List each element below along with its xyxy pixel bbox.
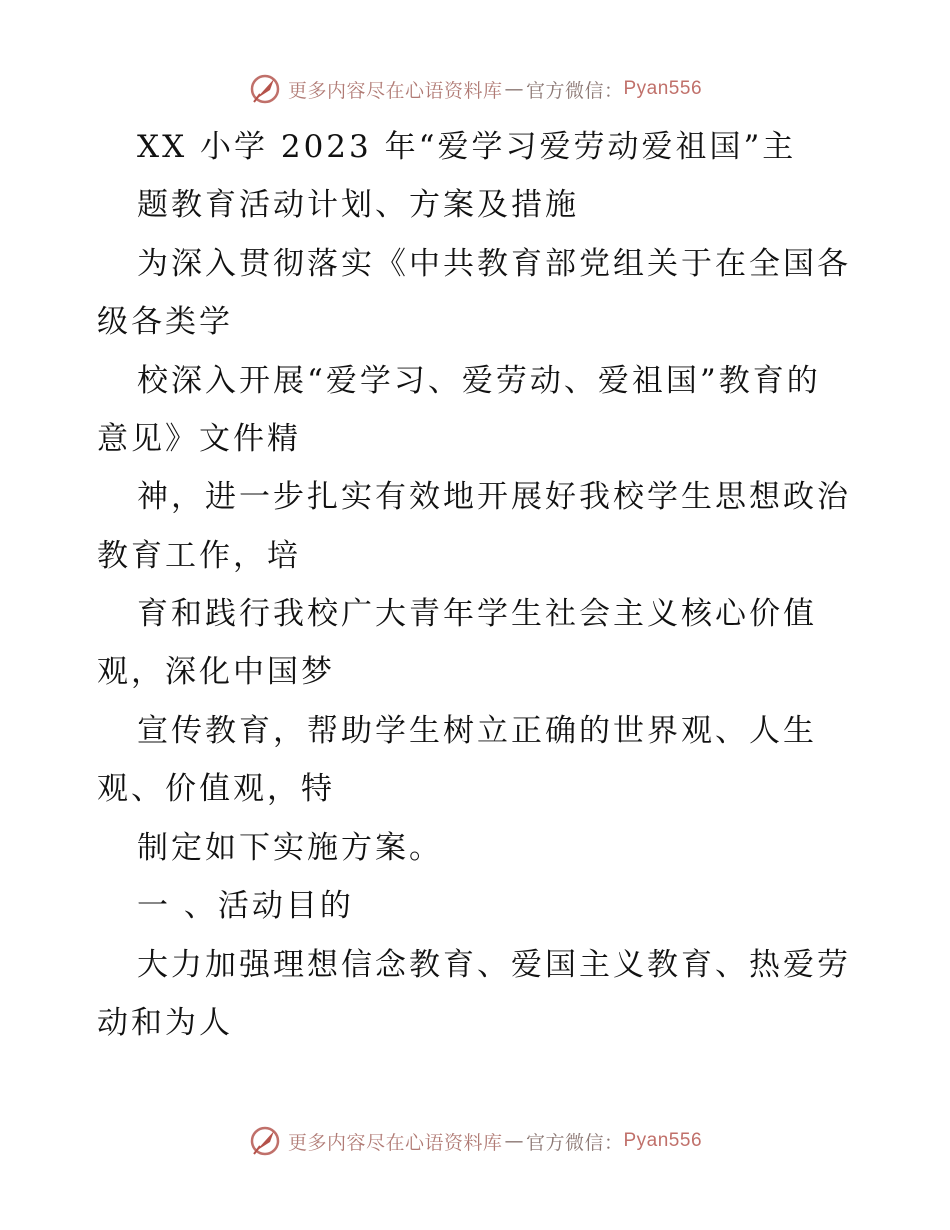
watermark-wechat-id: Pyan556 — [623, 78, 703, 99]
footer-watermark — [0, 1124, 950, 1158]
paragraph-line: 意见》文件精 — [97, 421, 301, 457]
paragraph-line: 校深入开展“爱学习、爱劳动、爱祖国”教育的 — [137, 363, 821, 399]
paragraph-line: 大力加强理想信念教育、爱国主义教育、热爱劳 — [137, 947, 851, 983]
watermark-brand: 更多内容尽在心语资料库 — [287, 1131, 503, 1154]
paragraph-line: 级各类学 — [97, 304, 233, 340]
watermark-label: 官方微信： — [525, 1131, 624, 1154]
watermark-separator: — — [504, 1130, 524, 1152]
header-watermark — [0, 72, 950, 106]
paragraph-line: 观、价值观，特 — [97, 771, 335, 807]
paragraph-line: 育和践行我校广大青年学生社会主义核心价值 — [137, 596, 817, 632]
watermark-label: 官方微信： — [525, 79, 624, 102]
feather-pen-circle-icon — [248, 72, 282, 106]
document-title-line-2: 题教育活动计划、方案及措施 — [137, 187, 579, 223]
watermark-separator: — — [504, 78, 524, 100]
paragraph-line: 动和为人 — [97, 1005, 233, 1041]
paragraph-line: 观，深化中国梦 — [97, 654, 335, 690]
paragraph-line: 为深入贯彻落实《中共教育部党组关于在全国各 — [137, 246, 851, 282]
document-title-line-1: XX 小学 2023 年“爱学习爱劳动爱祖国”主 — [137, 129, 797, 165]
paragraph-line: 教育工作，培 — [97, 538, 301, 574]
paragraph-line: 制定如下实施方案。 — [137, 830, 443, 866]
paragraph-line: 宣传教育，帮助学生树立正确的世界观、人生 — [137, 713, 817, 749]
watermark-wechat-id: Pyan556 — [623, 1130, 703, 1151]
watermark-brand: 更多内容尽在心语资料库 — [287, 79, 503, 102]
feather-pen-circle-icon — [248, 1124, 282, 1158]
section-heading: 一 、活动目的 — [137, 888, 354, 924]
paragraph-line: 神，进一步扎实有效地开展好我校学生思想政治 — [137, 479, 851, 515]
